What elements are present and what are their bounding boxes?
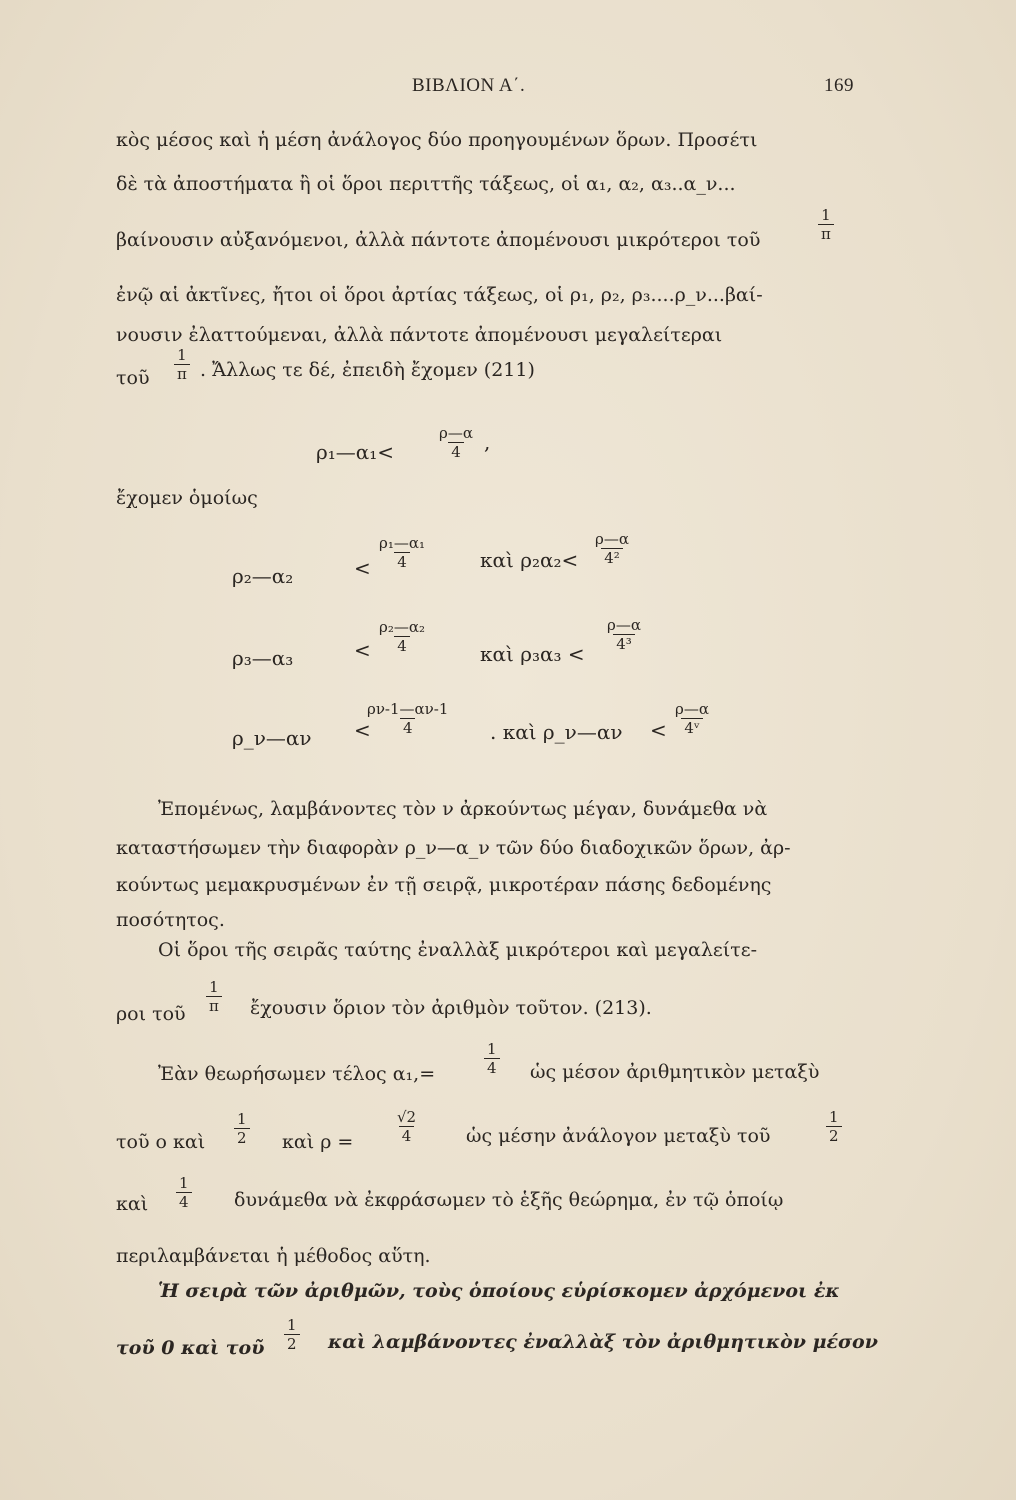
equation-mid: καὶ ρ₃α₃ <	[480, 642, 585, 666]
fraction: $\frac{\text{ρ₂—α₂}}{4}$	[379, 618, 425, 655]
fraction: $\frac{\rho—\alpha}{\text{4²}}$	[595, 530, 629, 567]
theorem-line: Ἡ σειρὰ τῶν ἀριθμῶν, τοὺς ὁποίους εὑρίσκομεν ἀρχόμενοι ἐκ	[158, 1280, 840, 1302]
fraction: $\frac{\rho—\alpha}{\text{4³}}$	[607, 616, 641, 653]
text-line: καὶ ρ =	[282, 1131, 354, 1153]
fraction: $\frac{1}{2}$	[234, 1110, 250, 1147]
fraction: $\frac{1}{\pi}$	[174, 346, 190, 383]
theorem-line: καὶ λαμβάνοντες ἐναλλὰξ τὸν ἀριθμητικὸν μέσον	[328, 1331, 878, 1353]
text-line: ἔχουσιν ὅριον τὸν ἀριθμὸν τοῦτον. (213).	[250, 997, 652, 1019]
text-line: ἔχομεν ὁμοίως	[116, 487, 258, 509]
equation-lhs: ρ₂—α₂	[232, 564, 294, 588]
text-line: καταστήσωμεν τὴν διαφορὰν ρ_ν—α_ν τῶν δύο διαδοχικῶν ὅρων, ἀρ-	[116, 837, 791, 859]
running-header: ΒΙΒΛΙΟΝ Α΄.	[412, 75, 526, 96]
text-line: δυνάμεθα νὰ ἐκφράσωμεν τὸ ἑξῆς θεώρημα, ἐν τῷ ὁποίῳ	[234, 1189, 784, 1211]
text-line: περιλαμβάνεται ἡ μέθοδος αὕτη.	[116, 1245, 431, 1267]
less-than: <	[650, 718, 667, 742]
text-line: ποσότητος.	[116, 909, 225, 931]
fraction: $\frac{1}{2}$	[826, 1108, 842, 1145]
fraction: $\frac{1}{\pi}$	[206, 978, 222, 1015]
text-line-prefix: Ἐὰν θεωρήσωμεν τέλος α₁,=	[158, 1063, 436, 1085]
less-than: <	[354, 638, 371, 662]
equation-mid: . καὶ ρ_ν—αν	[490, 720, 623, 744]
equation-mid: καὶ ρ₂α₂<	[480, 548, 579, 572]
fraction: $\frac{1}{4}$	[484, 1040, 500, 1077]
text-line: κὸς μέσος καὶ ἡ μέση ἀνάλογος δύο προηγουμένων ὅρων. Προσέτι	[116, 129, 758, 151]
text-line: Ἐπομένως, λαμβάνοντες τὸν ν ἀρκούντως μέγαν, δυνάμεθα νὰ	[158, 798, 768, 820]
text-line: ὡς μέσην ἀνάλογον μεταξὺ τοῦ	[466, 1125, 771, 1147]
fraction: $\frac{1}{\pi}$	[818, 206, 834, 243]
fraction: $\frac{1}{2}$	[284, 1316, 300, 1353]
text-line: νουσιν ἐλαττούμεναι, ἀλλὰ πάντοτε ἀπομένουσι μεγαλείτεραι	[116, 324, 723, 346]
fraction: $\frac{\rho—\alpha}{4}$	[439, 424, 473, 461]
equation-lhs: ρ_ν—αν	[232, 726, 312, 750]
text-line: δὲ τὰ ἀποστήματα ἢ οἱ ὅροι περιττῆς τάξεως, οἱ α₁, α₂, α₃..α_ν...	[116, 173, 736, 195]
page-number: 169	[824, 75, 854, 96]
text-line: . Ἄλλως τε δέ, ἐπειδὴ ἔχομεν (211)	[200, 359, 535, 381]
text-line: κούντως μεμακρυσμένων ἐν τῇ σειρᾷ, μικροτέραν πάσης δεδομένης	[116, 874, 772, 896]
fraction: $\frac{√2}{4}$	[397, 1108, 417, 1145]
text-line-prefix: τοῦ ο καὶ	[116, 1131, 206, 1153]
less-than: <	[354, 556, 371, 580]
less-than: <	[354, 718, 371, 742]
theorem-line-prefix: τοῦ 0 καὶ τοῦ	[116, 1337, 265, 1359]
text-line: ὡς μέσον ἀριθμητικὸν μεταξὺ	[530, 1061, 820, 1083]
fraction: $\frac{\rho—\alpha}{\text{4ᵛ}}$	[675, 700, 709, 737]
text-line-prefix: ροι τοῦ	[116, 1003, 186, 1025]
fraction: $\frac{1}{4}$	[176, 1174, 192, 1211]
fraction: $\frac{\rho\nu-1—\alpha\nu-1}{4}$	[367, 700, 449, 737]
equation-tail: ,	[484, 430, 491, 454]
text-line: ἐνῷ αἱ ἀκτῖνες, ἤτοι οἱ ὅροι ἀρτίας τάξεως, οἱ ρ₁, ρ₂, ρ₃....ρ_ν...βαί-	[116, 284, 763, 306]
fraction: $\frac{\text{ρ₁—α₁}}{4}$	[379, 534, 425, 571]
equation-lhs: ρ₃—α₃	[232, 646, 294, 670]
text-line: βαίνουσιν αὐξανόμενοι, ἀλλὰ πάντοτε ἀπομένουσι μικρότεροι τοῦ	[116, 229, 761, 251]
text-line-prefix: καὶ	[116, 1193, 149, 1215]
text-line: Οἱ ὅροι τῆς σειρᾶς ταύτης ἐναλλὰξ μικρότεροι καὶ μεγαλείτε-	[158, 939, 758, 961]
text-line-prefix: τοῦ	[116, 367, 150, 389]
equation-lhs: ρ₁—α₁<	[316, 440, 395, 464]
